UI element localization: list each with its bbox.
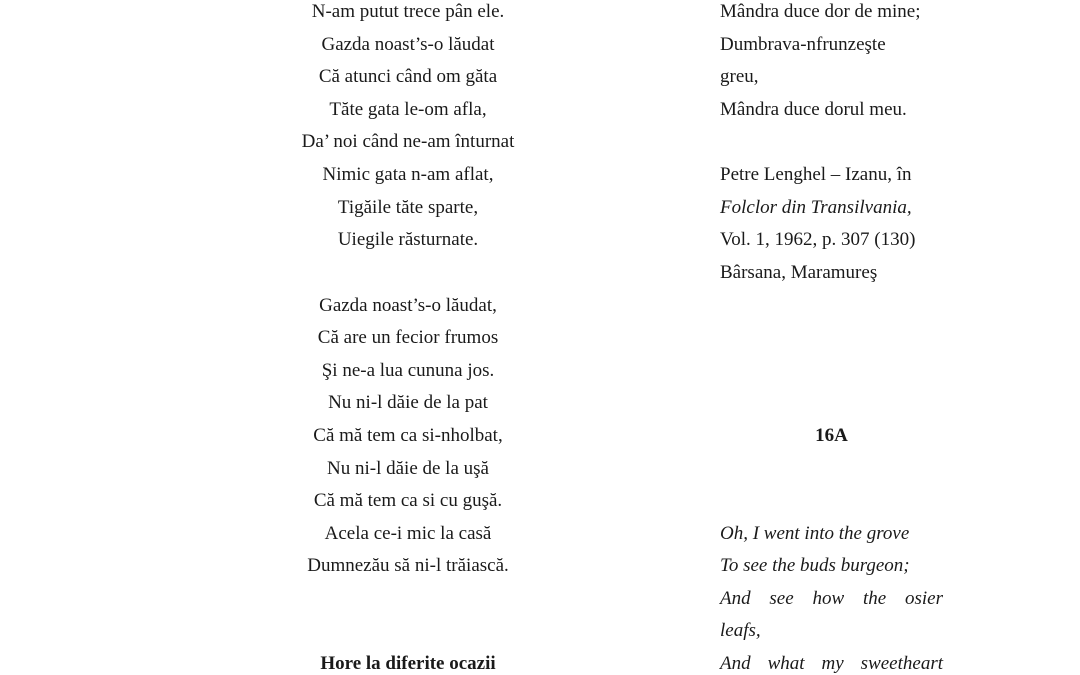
verse-line: Acela ce-i mic la casă: [324, 523, 492, 544]
verse-line: Dumbrava-nfrunzeşte: [720, 34, 886, 55]
verse-line: greu,: [720, 66, 759, 87]
translation-line: leafs,: [720, 620, 761, 641]
verse-line: Nu ni-l dăie de la pat: [328, 392, 488, 413]
verse-line: Mândra duce dor de mine;: [720, 1, 921, 22]
source-line: Petre Lenghel – Izanu, în: [720, 164, 912, 185]
translation-line: To see the buds burgeon;: [720, 555, 910, 576]
source-line: Bârsana, Maramureş: [720, 262, 878, 283]
verse-line: Tigăile tăte sparte,: [337, 197, 479, 218]
verse-line: Dumnezău să ni-l trăiască.: [307, 555, 509, 576]
source-line: Vol. 1, 1962, p. 307 (130): [720, 229, 916, 250]
section-heading: Hore la diferite ocazii: [320, 653, 496, 674]
verse-line: Nimic gata n-am aflat,: [322, 164, 494, 185]
verse-line: Că mă tem ca si cu guşă.: [313, 490, 503, 511]
translation-line: And see how the osier: [720, 588, 943, 609]
verse-line: Că are un fecior frumos: [317, 327, 499, 348]
verse-line: Mândra duce dorul meu.: [720, 99, 907, 120]
verse-line: N-am putut trece pân ele.: [311, 1, 505, 22]
translation-line: And what my sweetheart: [720, 653, 943, 674]
verse-line: Că atunci când om găta: [318, 66, 498, 87]
verse-line: Gazda noast’s-o lăudat: [321, 34, 495, 55]
verse-line: Gazda noast’s-o lăudat,: [319, 295, 497, 316]
verse-line: Că mă tem ca si-nholbat,: [313, 425, 503, 446]
verse-line: Nu ni-l dăie de la uşă: [327, 458, 489, 479]
verse-line: Şi ne-a lua cununa jos.: [321, 360, 495, 381]
verse-line: Tăte gata le-om afla,: [329, 99, 487, 120]
verse-line: Da’ noi când ne-am înturnat: [301, 131, 515, 152]
verse-line: Uiegile răsturnate.: [337, 229, 479, 250]
translation-line: Oh, I went into the grove: [720, 523, 910, 544]
song-number: 16A: [815, 425, 848, 446]
source-title: Folclor din Transilvania,: [720, 197, 912, 218]
